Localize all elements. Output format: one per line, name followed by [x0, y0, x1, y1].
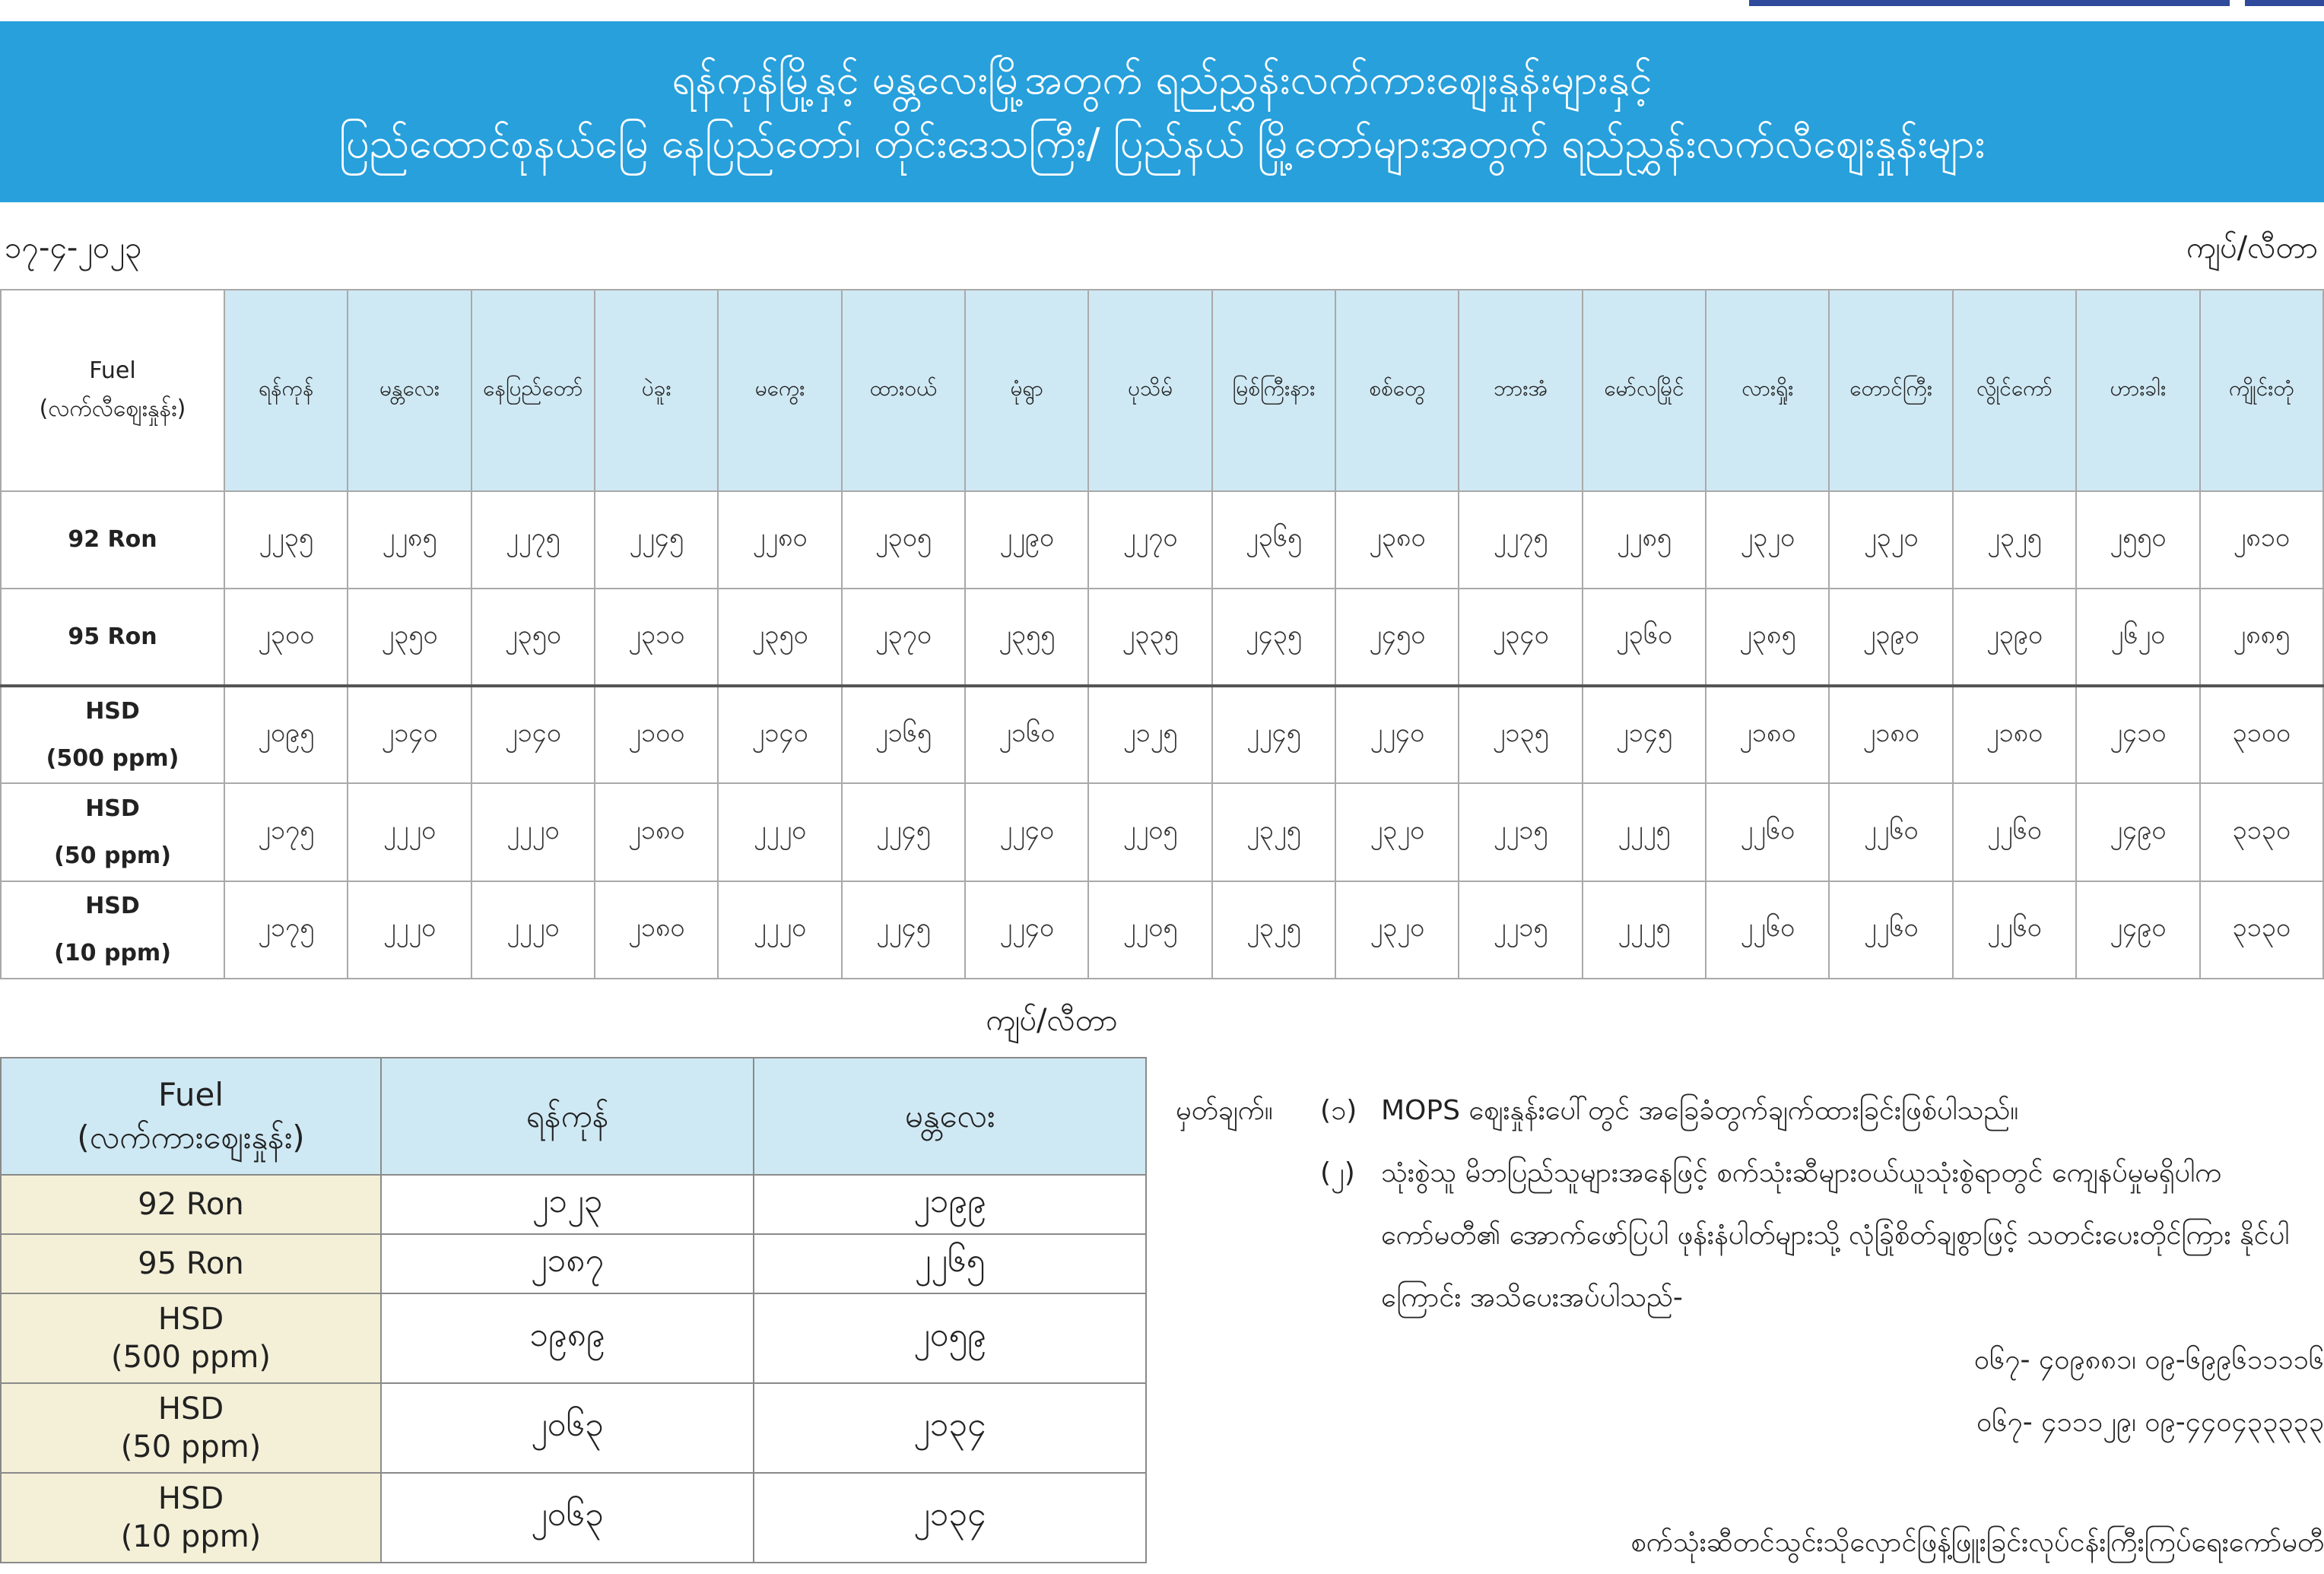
price-cell: ၂၃၂၀	[1706, 491, 1829, 589]
price-cell: ၂၁၈၇	[381, 1234, 754, 1293]
price-cell: ၂၃၂၅	[1212, 881, 1335, 979]
price-cell: ၂၂၈၅	[348, 491, 471, 589]
price-cell: ၂၁၇၅	[224, 881, 348, 979]
price-cell: ၂၄၉၀	[2076, 881, 2199, 979]
city-header: မကွေး	[718, 290, 841, 491]
price-cell: ၂၁၄၀	[718, 686, 841, 783]
price-cell: ၂၄၅၀	[1335, 589, 1459, 686]
price-cell: ၂၂၀၅	[1088, 783, 1211, 881]
notes-label: မှတ်ချက်။	[1176, 1095, 1273, 1126]
price-cell: ၁၉၈၉	[381, 1293, 754, 1383]
price-cell: ၂၂၆၀	[1953, 881, 2076, 979]
fuel-name	[1, 589, 224, 686]
fuel-header-subtitle: (လက်ကားဈေးနှုန်း)	[77, 1119, 305, 1156]
price-cell: ၂၂၉၀	[965, 491, 1088, 589]
fuel-name	[1, 1473, 381, 1563]
price-cell: ၂၁၄၀	[348, 686, 471, 783]
price-cell: ၂၂၇၅	[471, 491, 595, 589]
price-cell: ၂၀၅၉	[754, 1293, 1146, 1383]
price-cell: ၃၁၃၀	[2200, 881, 2324, 979]
price-cell: ၂၂၁၅	[1459, 881, 1582, 979]
price-cell: ၂၃၅၀	[471, 589, 595, 686]
price-cell: ၂၁၈၀	[1829, 686, 1952, 783]
phone-numbers-1: ၀၆၇- ၄၀၉၈၈၁၊ ၀၉-၆၉၉၆၁၁၁၁၆	[1973, 1344, 2324, 1376]
price-cell: ၂၂၂၅	[1583, 881, 1706, 979]
price-cell: ၂၂၀၅	[1088, 881, 1211, 979]
price-cell: ၂၂၂၀	[348, 881, 471, 979]
price-cell: ၂၁၆၀	[965, 686, 1088, 783]
city-header: လွိုင်ကော်	[1953, 290, 2076, 491]
price-cell: ၂၂၂၀	[471, 783, 595, 881]
title-line-1: ရန်ကုန်မြို့နှင့် မန္တလေးမြို့အတွက် ရည်ညွှန်းလက်ကားဈေးနှုန်းများနှင့်	[671, 56, 1653, 103]
price-cell: ၂၂၁၅	[1459, 783, 1582, 881]
wholesale-header-row	[1, 1058, 1146, 1175]
table-row	[1, 1234, 1146, 1293]
city-header: ပဲခူး	[595, 290, 718, 491]
price-cell: ၂၁၃၄	[754, 1383, 1146, 1473]
fuel-name	[1, 1383, 381, 1473]
phone-numbers-2: ၀၆၇- ၄၁၁၁၂၉၊ ၀၉-၄၄၀၄၃၃၃၃၃	[1976, 1407, 2324, 1438]
fuel-name-line2: (10 ppm)	[54, 939, 171, 966]
table-row	[1, 1383, 1146, 1473]
price-cell: ၂၁၄၅	[1583, 686, 1706, 783]
fuel-name	[1, 1175, 381, 1234]
table-row	[1, 686, 2323, 783]
wholesale-price-table	[0, 1057, 1147, 1563]
price-cell: ၂၃၁၀	[595, 589, 718, 686]
fuel-name-line2: (500 ppm)	[110, 1340, 271, 1375]
price-cell: ၂၁၆၅	[842, 686, 965, 783]
price-cell: ၂၂၂၀	[471, 881, 595, 979]
price-cell: ၂၁၂၅	[1088, 686, 1211, 783]
price-cell: ၂၃၂၅	[1953, 491, 2076, 589]
price-cell: ၂၄၃၅	[1212, 589, 1335, 686]
price-cell: ၂၂၇၀	[1088, 491, 1211, 589]
price-cell: ၃၁၀၀	[2200, 686, 2324, 783]
wholesale-unit-label: ကျပ်/လီတာ	[986, 1003, 1118, 1038]
price-cell: ၂၂၂၅	[1583, 783, 1706, 881]
table-row	[1, 1175, 1146, 1234]
city-header: ထားဝယ်	[842, 290, 965, 491]
city-header: နေပြည်တော်	[471, 290, 595, 491]
note-2-text: သုံးစွဲသူ မိဘပြည်သူများအနေဖြင့် စက်သုံးဆီများဝယ်ယူသုံးစွဲရာတွင် ကျေနပ်မှုမရှိပါက ကော်မတီ၏ အောက်ဖော်ပြပါ ဖုန်းနံပါတ်များသို့ လုံခြုံစိတ်ချစွာဖြင့် သတင်းပေးတိုင်ကြား နိုင်ပါကြောင်း အသိပေးအပ်ပါသည်-	[1381, 1157, 2290, 1313]
price-cell: ၂၂၆၀	[1829, 783, 1952, 881]
price-cell: ၂၀၉၅	[224, 686, 348, 783]
city-header: မန္တလေး	[754, 1058, 1146, 1175]
table-row	[1, 1293, 1146, 1383]
note-2-number: (၂)	[1320, 1157, 1355, 1188]
table-row	[1, 491, 2323, 589]
price-cell: ၂၁၃၅	[1459, 686, 1582, 783]
note-1-number: (၁)	[1320, 1095, 1357, 1126]
fuel-name-line1: HSD	[85, 795, 140, 822]
price-cell: ၂၃၇၀	[842, 589, 965, 686]
fuel-name-line1: HSD	[85, 697, 140, 725]
price-cell: ၂၄၁၀	[2076, 686, 2199, 783]
price-cell: ၂၈၈၅	[2200, 589, 2324, 686]
top-accent-bar-small	[2245, 0, 2324, 6]
price-cell: ၂၂၄၅	[842, 783, 965, 881]
price-cell: ၂၃၀၀	[224, 589, 348, 686]
fuel-name-line2: (10 ppm)	[120, 1519, 262, 1554]
fuel-name-line2: (500 ppm)	[46, 744, 179, 772]
price-cell: ၂၁၇၅	[224, 783, 348, 881]
price-cell: ၂၂၄၅	[842, 881, 965, 979]
price-cell: ၂၂၂၀	[718, 783, 841, 881]
price-cell: ၂၁၄၀	[471, 686, 595, 783]
price-cell: ၂၃၈၅	[1706, 589, 1829, 686]
city-header: ကျိုင်းတုံ	[2200, 290, 2324, 491]
committee-name: စက်သုံးဆီတင်သွင်းသိုလှောင်ဖြန့်ဖြူးခြင်းလုပ်ငန်းကြီးကြပ်ရေးကော်မတီ	[1630, 1527, 2324, 1558]
city-header: ရန်ကုန်	[381, 1058, 754, 1175]
price-cell: ၂၃၃၅	[1088, 589, 1211, 686]
price-cell: ၂၃၅၀	[348, 589, 471, 686]
price-cell: ၂၂၃၅	[224, 491, 348, 589]
price-cell: ၂၂၄၅	[1212, 686, 1335, 783]
price-cell: ၂၃၉၀	[1829, 589, 1952, 686]
price-cell: ၂၂၆၀	[1829, 881, 1952, 979]
price-cell: ၂၀၆၃	[381, 1473, 754, 1563]
price-cell: ၂၁၃၄	[754, 1473, 1146, 1563]
table-row	[1, 881, 2323, 979]
price-cell: ၂၂၇၅	[1459, 491, 1582, 589]
price-cell: ၂၃၆၀	[1583, 589, 1706, 686]
price-cell: ၂၂၆၅	[754, 1234, 1146, 1293]
price-cell: ၂၃၂၅	[1212, 783, 1335, 881]
price-cell: ၃၁၃၀	[2200, 783, 2324, 881]
fuel-name-line1: HSD	[85, 892, 140, 919]
price-cell: ၂၂၈၅	[1583, 491, 1706, 589]
title-banner	[0, 21, 2324, 202]
price-cell: ၂၃၅၀	[718, 589, 841, 686]
fuel-name	[1, 491, 224, 589]
fuel-header	[1, 290, 224, 491]
fuel-name-line1: 92 Ron	[68, 525, 157, 553]
table-row	[1, 589, 2323, 686]
price-cell: ၂၂၈၀	[718, 491, 841, 589]
price-cell: ၂၃၂၀	[1829, 491, 1952, 589]
fuel-name	[1, 783, 224, 881]
date-label: ၁၇-၄-၂၀၂၃	[5, 230, 142, 265]
price-cell: ၂၀၆၃	[381, 1383, 754, 1473]
price-cell: ၂၁၈၀	[1706, 686, 1829, 783]
price-cell: ၂၂၂၀	[348, 783, 471, 881]
price-cell: ၂၂၂၀	[718, 881, 841, 979]
price-cell: ၂၂၄၀	[965, 783, 1088, 881]
fuel-name-line1: HSD	[157, 1481, 224, 1516]
price-cell: ၂၁၈၀	[595, 881, 718, 979]
table-row	[1, 1473, 1146, 1563]
fuel-header-subtitle: (လက်လီဈေးနှုန်း)	[39, 395, 186, 423]
price-cell: ၂၄၉၀	[2076, 783, 2199, 881]
fuel-name-line1: 92 Ron	[138, 1187, 244, 1222]
price-cell: ၂၅၅၀	[2076, 491, 2199, 589]
price-cell: ၂၁၉၉	[754, 1175, 1146, 1234]
city-header: ဘားအံ	[1459, 290, 1582, 491]
fuel-name-line1: HSD	[157, 1302, 224, 1337]
price-cell: ၂၃၀၅	[842, 491, 965, 589]
price-cell: ၂၃၂၀	[1335, 881, 1459, 979]
fuel-name-line2: (50 ppm)	[54, 842, 171, 869]
fuel-name	[1, 881, 224, 979]
price-cell: ၂၃၈၀	[1335, 491, 1459, 589]
price-cell: ၂၃၅၅	[965, 589, 1088, 686]
fuel-name	[1, 1234, 381, 1293]
city-header: မော်လမြိုင်	[1583, 290, 1706, 491]
price-cell: ၂၂၄၀	[1335, 686, 1459, 783]
price-cell: ၂၈၁၀	[2200, 491, 2324, 589]
price-cell: ၂၆၂၀	[2076, 589, 2199, 686]
price-cell: ၂၁၈၀	[1953, 686, 2076, 783]
fuel-name	[1, 1293, 381, 1383]
city-header: ဟားခါး	[2076, 290, 2199, 491]
table-row	[1, 783, 2323, 881]
city-header: စစ်တွေ	[1335, 290, 1459, 491]
fuel-header-title: Fuel	[89, 357, 136, 385]
title-line-2: ပြည်ထောင်စုနယ်မြေ နေပြည်တော်၊ တိုင်းဒေသကြီး/ ပြည်နယ် မြို့တော်များအတွက် ရည်ညွှန်းလက်လီဈေးနှုန်းများ	[338, 119, 1986, 167]
price-cell: ၂၃၆၅	[1212, 491, 1335, 589]
fuel-header-title: Fuel	[158, 1076, 224, 1113]
price-cell: ၂၂၆၀	[1706, 783, 1829, 881]
price-cell: ၂၃၄၀	[1459, 589, 1582, 686]
price-cell: ၂၂၄၀	[965, 881, 1088, 979]
note-1-text: MOPS ဈေးနှုန်းပေါ်တွင် အခြေခံတွက်ချက်ထားခြင်းဖြစ်ပါသည်။	[1381, 1095, 2019, 1126]
price-cell: ၂၁၈၀	[595, 783, 718, 881]
price-cell: ၂၃၂၀	[1335, 783, 1459, 881]
fuel-name-line1: 95 Ron	[68, 623, 157, 650]
retail-price-table	[0, 289, 2324, 979]
city-header: ပုသိမ်	[1088, 290, 1211, 491]
price-cell: ၂၁၀၀	[595, 686, 718, 783]
city-header: တောင်ကြီး	[1829, 290, 1952, 491]
fuel-name-line1: HSD	[157, 1392, 224, 1426]
city-header: ရန်ကုန်	[224, 290, 348, 491]
top-accent-bar	[1749, 0, 2230, 6]
city-header: မန္တလေး	[348, 290, 471, 491]
fuel-name-line2: (50 ppm)	[120, 1430, 262, 1465]
unit-label: ကျပ်/လီတာ	[2186, 230, 2318, 265]
fuel-name-line1: 95 Ron	[138, 1246, 244, 1281]
city-header: မြစ်ကြီးနား	[1212, 290, 1335, 491]
fuel-header	[1, 1058, 381, 1175]
price-cell: ၂၂၆၀	[1953, 783, 2076, 881]
price-cell: ၂၁၂၃	[381, 1175, 754, 1234]
city-header: မုံရွာ	[965, 290, 1088, 491]
retail-header-row	[1, 290, 2323, 491]
price-cell: ၂၃၉၀	[1953, 589, 2076, 686]
price-cell: ၂၂၆၀	[1706, 881, 1829, 979]
fuel-name	[1, 686, 224, 783]
price-cell: ၂၂၄၅	[595, 491, 718, 589]
city-header: လားရှိုး	[1706, 290, 1829, 491]
